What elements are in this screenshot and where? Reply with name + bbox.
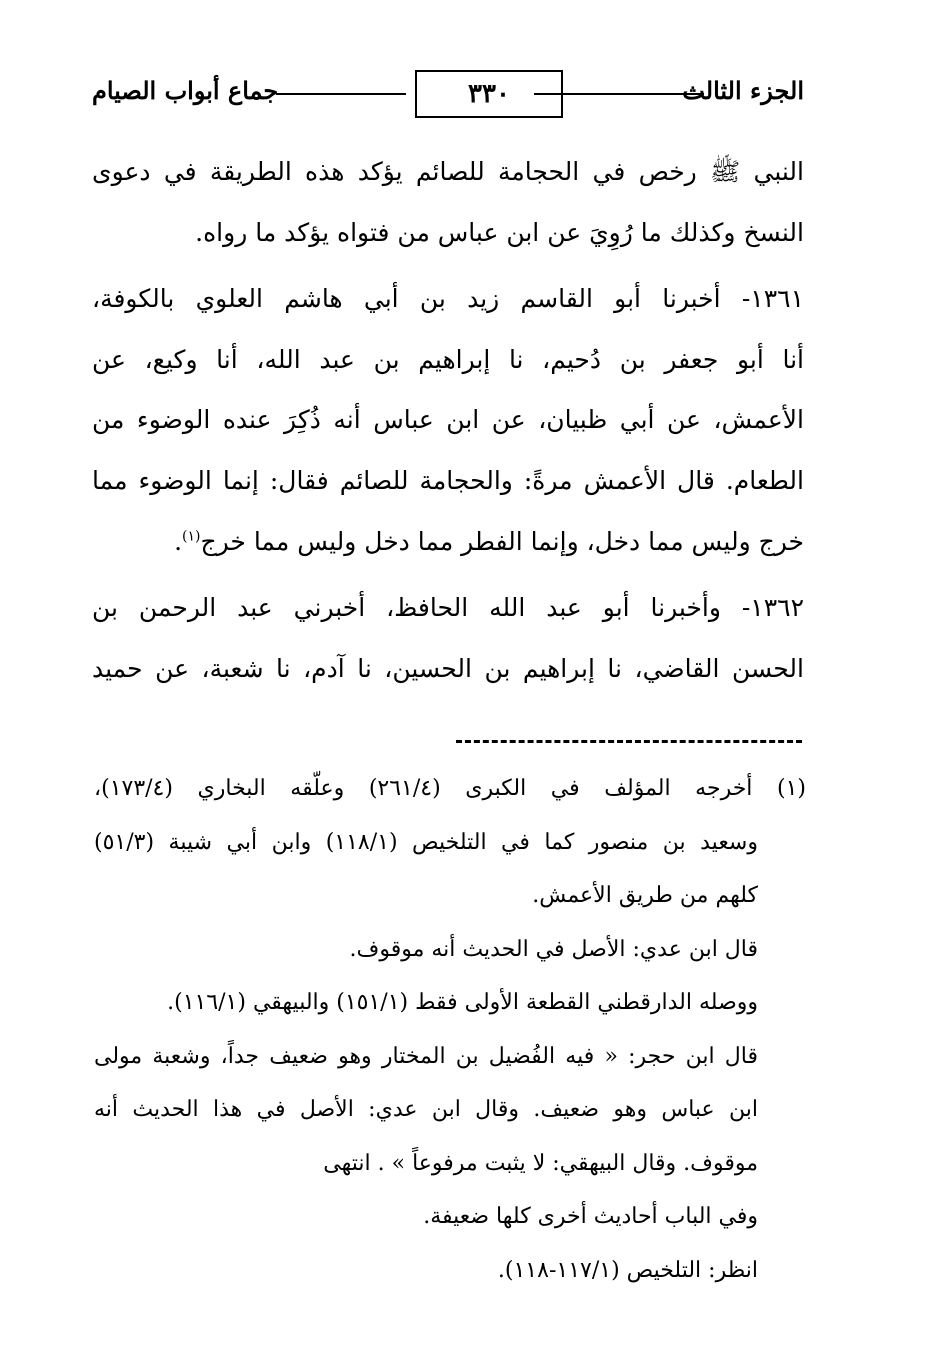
footnote-line: انظر: التلخيص (١١٧/١-١١٨). [497,1257,758,1283]
part-label: الجزء الثالث [682,76,804,105]
footnote-line: كلهم من طريق الأعمش. [532,883,758,908]
footnote-line: (١) أخرجه المؤلف في الكبرى (٢٦١/٤) وعلّقه البخاري (١٧٣/٤)، [94,776,806,801]
footnote-separator [456,740,802,743]
page-number-box [415,70,563,118]
footnote-line: موقوف. وقال البيهقي: لا يثبت مرفوعاً » . انتهى [323,1150,758,1176]
footnote-line: وسعيد بن منصور كما في التلخيص (١١٨/١) وابن أبي شيبة (٥١/٣) [94,829,758,855]
text-line: أنا أبو جعفر بن دُحيم، نا إبراهيم بن عبد الله، أنا وكيع، عن [92,344,804,374]
footnote-marker: (١) [182,528,201,545]
text-line: الأعمش، عن أبي ظبيان، عن ابن عباس أنه ذُكِرَ عنده الوضوء من [92,405,804,435]
text-line: الطعام. قال الأعمش مرةً: والحجامة للصائم فقال: إنما الوضوء مما [92,465,804,495]
text-line: النبي ﷺ رخص في الحجامة للصائم يؤكد هذه الطريقة في دعوى [92,157,804,186]
footnote-line: ووصله الدارقطني القطعة الأولى فقط (١٥١/١) والبيهقي (١١٦/١). [167,990,758,1015]
footnote-line: ابن عباس وهو ضعيف. وقال ابن عدي: الأصل في هذا الحديث أنه [94,1097,758,1122]
text-line: ١٣٦١- أخبرنا أبو القاسم زيد بن أبي هاشم العلوي بالكوفة، [92,284,804,314]
footnote-line: قال ابن عدي: الأصل في الحديث أنه موقوف. [349,936,758,962]
chapter-title: جماع أبواب الصيام [92,76,279,105]
footnotes [94,762,806,1297]
header-rule-left [276,93,406,95]
footnote-line: وفي الباب أحاديث أخرى كلها ضعيفة. [423,1204,758,1229]
footnote-line: قال ابن حجر: « فيه الفُضيل بن المختار وهو ضعيف جداً، وشعبة مولى [94,1043,758,1069]
text-line: ١٣٦٢- وأخبرنا أبو عبد الله الحافظ، أخبرني عبد الرحمن بن [92,593,804,623]
text-line: خرج وليس مما دخل، وإنما الفطر مما دخل وليس مما خرج [200,526,804,556]
text-line: النسخ وكذلك ما رُوِيَ عن ابن عباس من فتواه يؤكد ما رواه. [195,217,804,247]
text-line-with-footnote: خرج وليس مما دخل، وإنما الفطر مما دخل وليس مما خرج$^{(١)}$. [174,526,804,556]
text-line: الحسن القاضي، نا إبراهيم بن الحسين، نا آدم، نا شعبة، عن حميد [92,653,804,683]
running-header [92,70,804,122]
page-number: ٣٣٠ [468,79,510,109]
main-text [92,142,804,699]
